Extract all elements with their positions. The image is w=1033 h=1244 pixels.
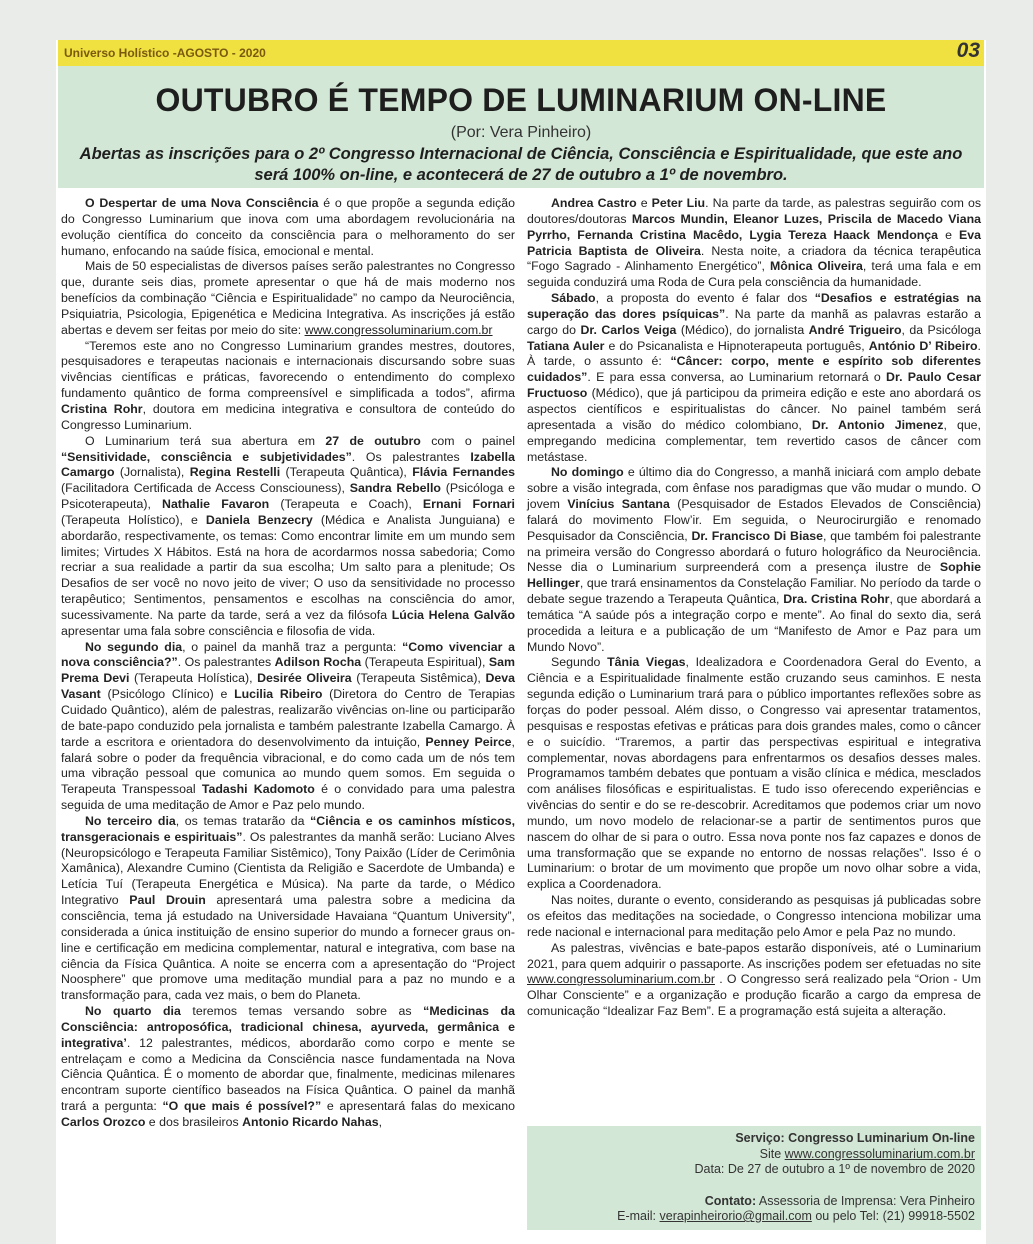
- paragraph-text: (Psicólogo Clínico) e: [100, 687, 235, 702]
- phone-label: Tel:: [859, 1209, 880, 1223]
- paragraph-text: e último dia do Congresso, a manhã iniciará com amplo debate sobre a visão integrada, com ênfase nos paradigmas que vão mudar o mundo. O jovem: [527, 465, 981, 512]
- paragraph-text: (Médico), que já participou da primeira edição e este ano abordará os aspectos científicos e espiritualistas do câncer. No painel também será apresentada a visão do médico colombiano,: [527, 386, 981, 432]
- paragraph-text: , que também foi palestrante na primeira versão do Congresso abordará o futuro holográfico da Neurociência. Nesse dia o Luminarium surpreenderá com a presença ilustre de: [527, 528, 981, 575]
- bold-text: Tadashi Kadomoto: [201, 782, 315, 797]
- paragraph-text: . E para essa conversa, ao Luminarium retornará o: [587, 370, 887, 385]
- paragraph-text: (Terapeuta Holístico), e: [61, 512, 206, 527]
- headline-box: [58, 66, 984, 188]
- paragraph-text: , a proposta do evento é falar dos: [595, 291, 815, 306]
- bold-text: Tânia Viegas: [607, 655, 686, 670]
- bold-text: Vinícius Santana: [567, 497, 670, 512]
- paragraph-text: . O Congresso será realizado pela “Orion - Um Olhar Consciente” e a organização e produção ficarão a cargo da empresa de comunicação “Idealizar Faz Bem”. E a programação está sujeita a alteração.: [527, 972, 981, 1019]
- paragraph-text: (Jornalista),: [114, 465, 190, 480]
- paragraph-text: (Terapeuta Sistêmica),: [351, 671, 486, 686]
- paragraph-text: com o painel: [420, 433, 516, 448]
- paragraph-text: , que abordará a temática “A saúde pós a integração corpo e mente”. Ao final do sexto dia, será procedida a leitura e a publicação de um “Manifesto de Amor e Paz para um Mundo Novo”.: [527, 592, 981, 654]
- bold-text: “Sensitividade, consciência e subjetividades”: [61, 449, 352, 464]
- bold-text: O Despertar de uma Nova Consciência: [85, 196, 319, 210]
- header-bar: [58, 40, 984, 66]
- article-paragraph: [527, 196, 981, 291]
- site-label: Site: [759, 1146, 782, 1161]
- site-line: [617, 1147, 975, 1163]
- bold-text: Desirée Oliveira: [257, 671, 352, 686]
- paragraph-text: , Idealizadora e Coordenadora Geral do Evento, a Ciência e a Espiritualidade finalmente estão cruzando seus caminhos. E nesta segunda edição o Luminarium trará para o público importantes reflexões sobre as forças do poder pessoal. Além disso, o Congresso vai apresentar tratamentos, pesquisas e respostas efetivas e práticas para dois grandes males, como o câncer e o suicídio. “Traremos, a partir das perspectivas espiritual e integrativa complementar, novas abordagens para enfrentarmos os desafios desses males. Programamos também debates que pontuam a visão clínica e médica, mesclados com análises filosóficas e espiritualistas. E tudo isso oferecendo experiências e vivências do sentir e do se re-descobrir. Acreditamos que podemos criar um novo mundo, um novo modelo de relacionar-se a partir de sentimentos puros que nascem do olhar de si para o outro. Essa nova ponte nos faz capazes e donos de uma transformação que se expande no entorno de nossas relações”. Isso é o Luminarium: o brotar de um movimento que propõe um novo olhar sobre a vida, explica a Coordenadora.: [527, 655, 982, 892]
- page-number: 03: [956, 39, 980, 62]
- bold-text: Cristina Rohr: [61, 401, 143, 416]
- bold-text: Ernani Fornari: [422, 497, 515, 512]
- bold-text: Dr. Carlos Veiga: [580, 322, 677, 337]
- bold-text: Lúcia Helena Galvão: [391, 607, 515, 622]
- paragraph-text: teremos temas versando sobre as: [180, 1004, 424, 1019]
- paragraph-text: e: [938, 227, 960, 242]
- bold-text: Dr. Paulo Cesar Fructuoso: [527, 370, 982, 401]
- paragraph-text: . Na parte da tarde, as palestras seguirão com os doutores/doutoras: [527, 196, 981, 226]
- bold-text: Tatiana Auler: [527, 338, 605, 353]
- bold-text: Deva Vasant: [61, 671, 515, 702]
- contact-label: Contato:: [704, 1193, 757, 1208]
- article-byline: (Por: Vera Pinheiro): [450, 124, 592, 141]
- site-link[interactable]: www.congressoluminarium.com.br: [784, 1146, 975, 1161]
- paragraph-text: O Luminarium terá sua abertura em: [85, 433, 326, 448]
- bold-text: Daniela Benzecry: [205, 512, 313, 527]
- bold-text: Flávia Fernandes: [412, 465, 515, 480]
- bold-text: Lucilia Ribeiro: [234, 687, 323, 702]
- article-paragraph: [61, 339, 515, 434]
- paragraph-text: , que, empregando medicina complementar, tem revertido casos de câncer com metástase.: [527, 417, 981, 464]
- paragraph-text: (Médica e Analista Junguiana) e abordarão, respectivamente, os temas: Como encontrar limite em um mundo sem limites; Virtudes X Hábitos. Está na hora de acordarmos nossa sabedoria; Como recriar a sua realidade a partir da sua escolha; Um salto para a plenitude; Os Desafios de ser você no novo jeito de viver; O uso da sensitividade no processo terapêutico; Sentimentos, pensamentos e escolhas na consciência do amor, sucessivamente. Na parte da tarde, será a vez da filósofa: [61, 512, 515, 622]
- paragraph-text: . Os palestrantes: [177, 655, 275, 670]
- paragraph-text: “Teremos este ano no Congresso Luminarium grandes mestres, doutores, pesquisadores e terapeutas nacionais e internacionais discursando sobre suas vivências científicas e práticas, favorecendo o entendimento do complexo fundamento quântico de forma compreensível e simplificada a todos”, afirma: [61, 338, 515, 401]
- paragraph-text: (Psicóloga e Psicoterapeuta),: [61, 481, 515, 512]
- bold-text: “Medicinas da Consciência: antroposófica, tradicional chinesa, ayurveda, germânica e integrativa’: [61, 1004, 515, 1050]
- bold-text: Dr. Francisco Di Biase: [691, 528, 823, 543]
- phone-value: (21) 99918-5502: [882, 1209, 975, 1223]
- paragraph-text: , os temas tratarão da: [175, 813, 311, 828]
- bold-text: Sábado: [551, 291, 596, 306]
- bold-text: No domingo: [551, 465, 624, 480]
- paragraph-text: . Os palestrantes: [351, 449, 471, 464]
- date-value: De 27 de outubro a 1º de novembro de 2020: [727, 1162, 975, 1176]
- paragraph-text: Mais de 50 especialistas de diversos países serão palestrantes no Congresso que, durante seis dias, promete apresentar o que há de mais moderno nos benefícios da combinação “Ciência e Espiritualidade” no campo da Neurociência, Psiquiatria, Psicologia, Epigenética e Medicina Integrativa. As inscrições já estão abertas e devem ser feitas por meio do site:: [61, 259, 515, 337]
- paragraph-text: é o que propõe a segunda edição do Congresso Luminarium que inova com uma abordagem revolucionária na evolução científica do conceito da consciência para o melhoramento do ser humano, enfocando na saúde física, emocional e mental.: [61, 196, 515, 258]
- contact-value: Assessoria de Imprensa: Vera Pinheiro: [758, 1193, 975, 1208]
- bold-text: Izabella Camargo: [61, 449, 515, 480]
- bold-text: No terceiro dia: [85, 813, 176, 828]
- paragraph-text: Nas noites, durante o evento, considerando as pesquisas já publicadas sobre os efeitos das meditações na sociedade, o Congresso intenciona mobilizar uma rede nacional e internacional para meditação pelo Amor e pela Paz no mundo.: [527, 893, 981, 939]
- paragraph-text: Segundo: [551, 655, 608, 670]
- bold-text: André Trigueiro: [808, 322, 902, 337]
- bold-text: 27 de outubro: [325, 433, 421, 448]
- bold-text: No segundo dia: [85, 639, 183, 654]
- bold-text: “O que mais é possível?”: [162, 1099, 322, 1114]
- paragraph-text: e dos brasileiros: [145, 1114, 243, 1129]
- right-column: [527, 196, 981, 1020]
- article-paragraph: [61, 640, 515, 814]
- article-title: OUTUBRO É TEMPO DE LUMINARIUM ON-LINE: [155, 82, 887, 118]
- paragraph-text: . Os palestrantes da manhã serão: Luciano Alves (Neuropsicólogo e Terapeuta Familiar Sistêmico), Tony Paixão (Líder de Cerimônia Xamânica), Alexandre Cumino (Cientista da Religião e Sacerdote de Umbanda) e Letícia Tuí (Terapeuta Energética e Música). Na parte da tarde, o Médico Integrativo: [61, 829, 515, 908]
- email-link[interactable]: verapinheirorio@gmail.com: [659, 1209, 812, 1223]
- service-title: Congresso Luminarium On-line: [788, 1131, 975, 1145]
- article-paragraph: [527, 465, 981, 655]
- paragraph-text: , falará sobre o poder da frequência vibracional, e do como cada um de nós tem uma vibração pessoal que comunica ao mundo quem somos. Em seguida o Terapeuta Transpessoal: [61, 734, 515, 797]
- paragraph-text: apresentará uma palestra sobre a medicina da consciência, tema já estudado na Universidade Havaiana “Quantum University”, considerada a única instituição de ensino superior do mundo a fornecer graus on-line e certificação em medicina complementar, natural e integrativa, com base na ciência da Física Quântica. A noite se encerra com a apresentação do “Project Noosphere” que promove uma meditação mundial para a paz no mundo e a transformação para, cada vez mais, o bem do Planeta.: [61, 893, 515, 1003]
- bold-text: Peter Liu: [651, 196, 706, 210]
- bold-text: Dra. Cristina Rohr: [783, 592, 890, 607]
- bold-text: No quarto dia: [85, 1004, 181, 1019]
- paragraph-text: é o convidado para uma palestra seguida de uma meditação de Amor e Paz pelo mundo.: [61, 782, 515, 813]
- paragraph-text: (Terapeuta Quântica),: [280, 465, 413, 480]
- article-paragraph: [527, 941, 981, 1020]
- article-paragraph: [527, 291, 981, 465]
- paragraph-text: ,: [378, 1114, 383, 1129]
- site-link[interactable]: www.congressoluminarium.com.br: [527, 972, 715, 987]
- bold-text: Mônica Oliveira: [769, 259, 863, 274]
- paragraph-text: , terá uma fala e em seguida conduzirá uma Roda de Cura pela consciência da humanidade.: [527, 259, 981, 290]
- left-column: [61, 196, 515, 1131]
- bold-text: António D’ Ribeiro: [868, 338, 978, 353]
- paragraph-text: (Facilitadora Certificada de Access Consciouness),: [61, 481, 350, 496]
- article-paragraph: [61, 259, 515, 338]
- contact-line: [617, 1194, 975, 1210]
- article-paragraph: [61, 196, 515, 259]
- bold-text: Sam Prema Devi: [61, 655, 515, 686]
- paragraph-text: e do Psicanalista e Hipnoterapeuta português,: [604, 338, 869, 353]
- email-line: [617, 1209, 975, 1225]
- paragraph-text: (Médico), do jornalista: [676, 322, 809, 337]
- paragraph-text: e: [636, 196, 652, 210]
- bold-text: “Como vivenciar a nova consciência?”: [61, 639, 516, 670]
- article-paragraph: [61, 1004, 515, 1131]
- article-paragraph: [527, 893, 981, 941]
- paragraph-text: As palestras, vivências e bate-papos estarão disponíveis, até o Luminarium 2021, para quem adquirir o passaporte. As inscrições podem ser efetuadas no site: [527, 940, 981, 971]
- bold-text: Eva Patricia Baptista de Oliveira: [527, 227, 981, 258]
- bold-text: Antonio Ricardo Nahas: [242, 1114, 379, 1129]
- bold-text: Penney Peirce: [425, 734, 512, 749]
- bold-text: Carlos Orozco: [61, 1114, 146, 1129]
- site-link[interactable]: www.congressoluminarium.com.br: [304, 322, 493, 337]
- paragraph-text: , da Psicóloga: [901, 322, 982, 337]
- bold-text: “Ciência e os caminhos místicos, transgeracionais e espirituais”: [61, 813, 515, 844]
- bold-text: “Câncer: corpo, mente e espírito sob diferentes cuidados”: [527, 354, 981, 385]
- bold-text: Sandra Rebello: [349, 481, 441, 496]
- date-label: Data:: [694, 1162, 725, 1176]
- article-paragraph: [61, 814, 515, 1004]
- paragraph-text: , doutora em medicina integrativa e consultora de conteúdo do Congresso Luminarium.: [61, 401, 515, 432]
- paragraph-text: apresentar uma fala sobre consciência e filosofia de vida.: [61, 623, 376, 638]
- service-box: [527, 1126, 981, 1230]
- bold-text: Nathalie Favaron: [162, 497, 270, 512]
- paragraph-text: (Terapeuta Holística),: [129, 671, 258, 686]
- paragraph-text: . 12 palestrantes, médicos, abordarão como corpo e mente se entrelaçam e como a Medicina da Consciência nasce fundamentada na Nova Ciência Quântica. É o momento de abordar que, finalmente, medicinas milenares encontram suporte científico baseados na Física Quântica. O painel da manhã trará a pergunta:: [61, 1035, 515, 1114]
- bold-text: Adilson Rocha: [274, 655, 362, 670]
- article-paragraph: [61, 434, 515, 640]
- article-subtitle: Abertas as inscrições para o 2º Congresso Internacional de Ciência, Consciência e Espiritualidade, que este ano será 100% on-line, e acontecerá de 27 de outubro a 1º de novembro.: [79, 145, 963, 184]
- paragraph-text: , o painel da manhã traz a pergunta:: [182, 639, 403, 654]
- bold-text: Paul Drouin: [129, 893, 206, 908]
- paragraph-text: (Terapeuta Espiritual),: [361, 655, 489, 670]
- service-label: Serviço:: [735, 1131, 785, 1145]
- paragraph-text: (Diretora do Centro de Terapias Cuidado Quântico), além de palestras, realizarão vivências on-line ou participarão de bate-papo conduzido pela jornalista e também palestrante Izabella Camargo. À tarde a escritora e orientadora do desenvolvimento da intuição,: [61, 687, 516, 749]
- paragraph-text: e apresentará falas do mexicano: [321, 1099, 515, 1114]
- paragraph-text: (Terapeuta e Coach),: [269, 497, 423, 512]
- or-label: ou pelo: [815, 1209, 857, 1223]
- bold-text: “Desafios e estratégias na superação das dores psíquicas”: [527, 291, 982, 321]
- bold-text: Sophie Hellinger: [527, 560, 981, 591]
- bold-text: Andrea Castro: [551, 196, 637, 210]
- service-line: [617, 1131, 975, 1147]
- paragraph-text: , que trará ensinamentos da Constelação Familiar. No período da tarde o debate segue trazendo a Terapeuta Quântica,: [527, 576, 981, 607]
- article-paragraph: [527, 655, 981, 893]
- date-line: [617, 1162, 975, 1178]
- publication-name: Universo Holístico -AGOSTO - 2020: [64, 46, 266, 60]
- email-label: E-mail:: [617, 1209, 657, 1223]
- bold-text: Dr. Antonio Jimenez: [811, 417, 944, 432]
- bold-text: Regina Restelli: [189, 465, 281, 480]
- bold-text: Marcos Mundin, Eleanor Luzes, Priscila de Macedo Viana Pyrrho, Fernanda Cristina Macêdo, Lygia Tereza Haack Mendonça: [527, 211, 981, 242]
- paragraph-text: (Pesquisador de Estados Elevados de Consciência) falará do movimento Flow’ir. Em seguida, o Neurocirurgião e renomado Pesquisador da Consciência,: [527, 497, 982, 543]
- paragraph-text: . Na parte da manhã as palavras estarão a cargo do: [527, 306, 981, 337]
- paragraph-text: . À tarde, o assunto é:: [527, 338, 981, 369]
- newspaper-page: [56, 40, 986, 1244]
- paragraph-text: . Nesta noite, a criadora da técnica terapêutica “Fogo Sagrado - Alinhamento Energético”,: [527, 243, 981, 274]
